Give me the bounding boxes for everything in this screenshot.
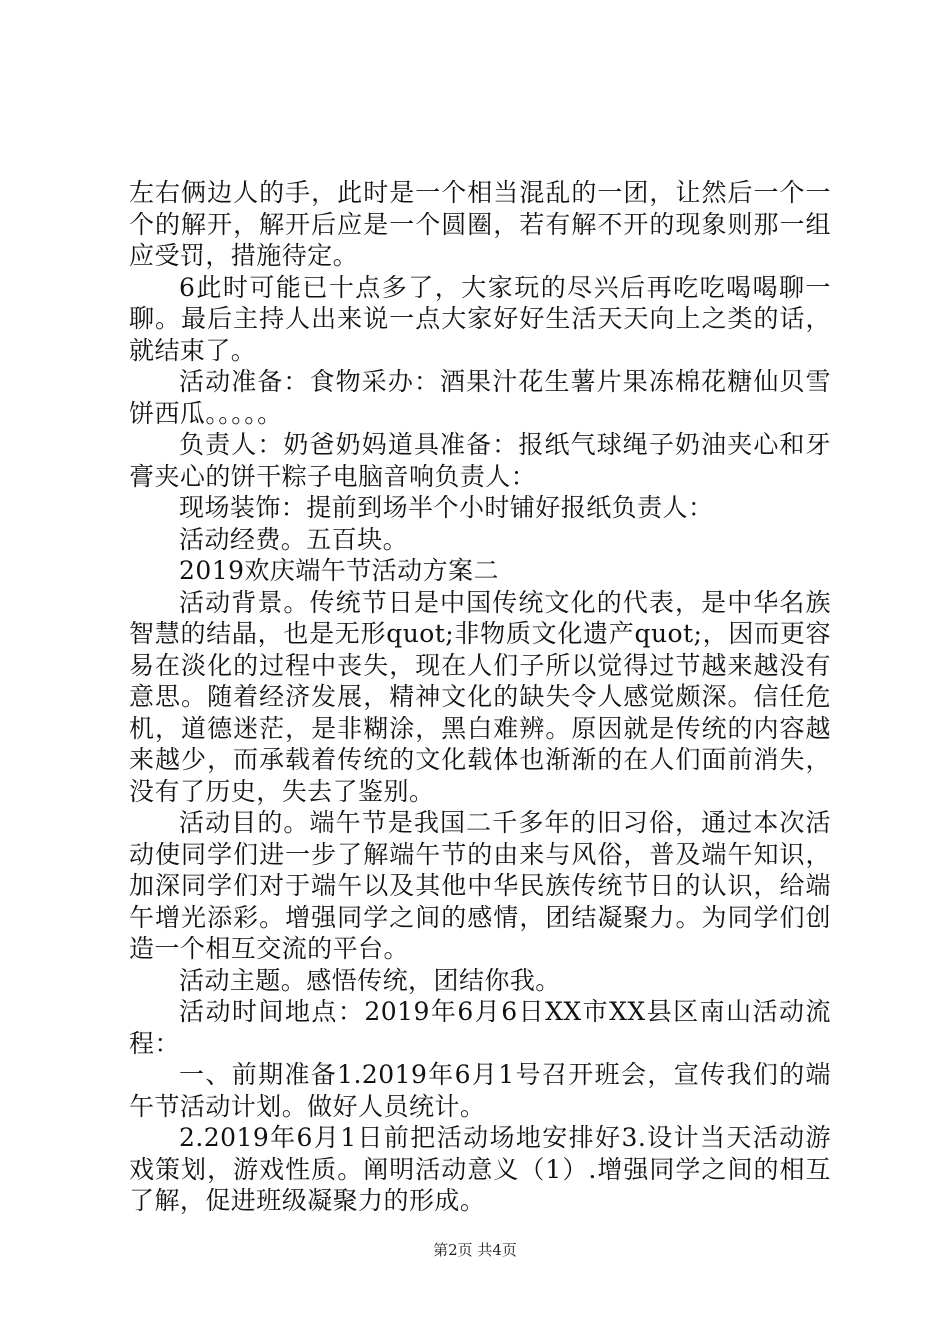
paragraph-2: 6此时可能已十点多了，大家玩的尽兴后再吃吃喝喝聊一聊。最后主持人出来说一点大家好好生活天天向上之类的话，就结束了。 [129, 272, 831, 365]
paragraph-8: 活动背景。传统节日是中国传统文化的代表，是中华名族智慧的结晶，也是无形quot;非物质文化遗产quot;，因而更容易在淡化的过程中丧失，现在人们子所以觉得过节越来越没有意思。随着经济发展，精神文化的缺失令人感觉颇深。信任危机，道德迷茫，是非糊涂，黑白难辨。原因就是传统的内容越来越少，而承载着传统的文化载体也渐渐的在人们面前消失，没有了历史，失去了鉴别。 [129, 587, 831, 806]
paragraph-10: 活动主题。感悟传统，团结你我。 [179, 965, 561, 995]
page-footer: 第2页 共4页 [433, 1241, 517, 1259]
paragraph-5: 现场装饰：提前到场半个小时铺好报纸负责人： [179, 493, 714, 522]
paragraph-11: 活动时间地点：2019年6月6日XX市XX县区南山活动流程： [129, 997, 831, 1058]
paragraph-3: 活动准备：食物采办：酒果汁花生薯片果冻棉花糖仙贝雪饼西瓜。。。。。 [129, 367, 831, 428]
paragraph-9: 活动目的。端午节是我国二千多年的旧习俗，通过本次活动使同学们进一步了解端午节的由来与风俗，普及端午知识，加深同学们对于端午以及其他中华民族传统节日的认识，给端午增光添彩。增强同学之间的感情，团结凝聚力。为同学们创造一个相互交流的平台。 [129, 808, 831, 963]
paragraph-1: 左右俩边人的手，此时是一个相当混乱的一团，让然后一个一个的解开，解开后应是一个圆圈，若有解不开的现象则那一组应受罚，措施待定。 [129, 178, 831, 270]
paragraph-6: 活动经费。五百块。 [179, 524, 409, 554]
paragraph-12: 一、前期准备1.2019年6月1号召开班会，宣传我们的端午节活动计划。做好人员统计。 [129, 1060, 831, 1121]
section-heading: 2019欢庆端午节活动方案二 [179, 556, 499, 585]
document-body [129, 177, 831, 1217]
paragraph-13: 2.2019年6月1日前把活动场地安排好3.设计当天活动游戏策划，游戏性质。阐明活动意义（1）.增强同学之间的相互了解，促进班级凝聚力的形成。 [129, 1123, 831, 1215]
paragraph-4: 负责人：奶爸奶妈道具准备：报纸气球绳子奶油夹心和牙膏夹心的饼干粽子电脑音响负责人： [129, 430, 831, 491]
